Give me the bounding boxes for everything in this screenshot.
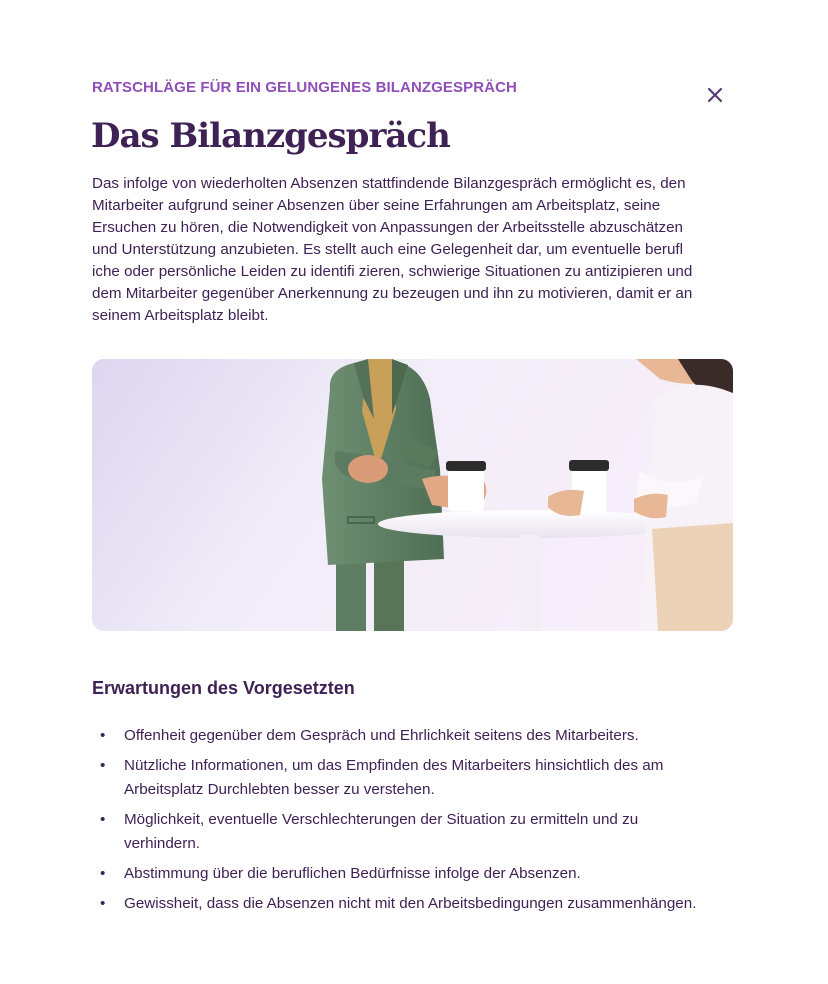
intro-line: Mitarbeiter aufgrund seiner Absenzen über seine Erfahrungen am Arbeitsplatz, seine <box>92 197 661 214</box>
page-title: Das Bilanzgespräch <box>91 116 450 156</box>
bullet: • <box>100 895 106 912</box>
list-item <box>92 892 742 916</box>
list-item-line: Abstimmung über die beruflichen Bedürfnisse infolge der Absenzen. <box>124 865 581 882</box>
list-item <box>92 862 742 886</box>
intro-line: iche oder persönliche Leiden zu identifi zieren, schwierige Situationen zu antizipieren und <box>92 263 693 280</box>
list-item <box>92 754 742 802</box>
meeting-illustration <box>92 359 733 631</box>
intro-paragraph <box>92 173 737 327</box>
section-heading: Erwartungen des Vorgesetzten <box>92 678 355 698</box>
list-item-line: Gewissheit, dass die Absenzen nicht mit den Arbeitsbedingungen zusammenhängen. <box>124 895 697 912</box>
list-item-line: Möglichkeit, eventuelle Verschlechterungen der Situation zu ermitteln und zu <box>124 811 639 828</box>
coffee-cup-left <box>446 461 486 511</box>
close-icon <box>707 87 723 103</box>
bullet: • <box>100 727 106 744</box>
intro-line: und Unterstützung anzubieten. Es stellt auch eine Gelegenheit dar, um eventuelle berufl <box>92 241 684 258</box>
hero-illustration <box>92 359 733 631</box>
intro-line: Das infolge von wiederholten Absenzen stattfindende Bilanzgespräch ermöglicht es, den <box>92 175 686 192</box>
expectations-list <box>92 724 742 922</box>
close-button[interactable] <box>700 80 730 110</box>
list-item <box>92 724 742 748</box>
list-item-line: verhindern. <box>124 835 200 852</box>
bullet: • <box>100 865 106 882</box>
eyebrow-label: RATSCHLÄGE FÜR EIN GELUNGENES BILANZGESPRÄCH <box>92 79 517 96</box>
list-item-line: Arbeitsplatz Durchlebten besser zu verstehen. <box>124 781 435 798</box>
bullet: • <box>100 757 106 774</box>
list-item-line: Nützliche Informationen, um das Empfinden des Mitarbeiters hinsichtlich des am <box>124 757 664 774</box>
bullet: • <box>100 811 106 828</box>
intro-line: dem Mitarbeiter gegenüber Anerkennung zu bezeugen und ihn zu motivieren, damit er an <box>92 285 693 302</box>
list-item <box>92 808 742 856</box>
list-item-line: Offenheit gegenüber dem Gespräch und Ehrlichkeit seitens des Mitarbeiters. <box>124 727 639 744</box>
intro-line: Ersuchen zu hören, die Notwendigkeit von Anpassungen der Arbeitsstelle abzuschätzen <box>92 219 683 236</box>
intro-line: seinem Arbeitsplatz bleibt. <box>92 307 269 324</box>
